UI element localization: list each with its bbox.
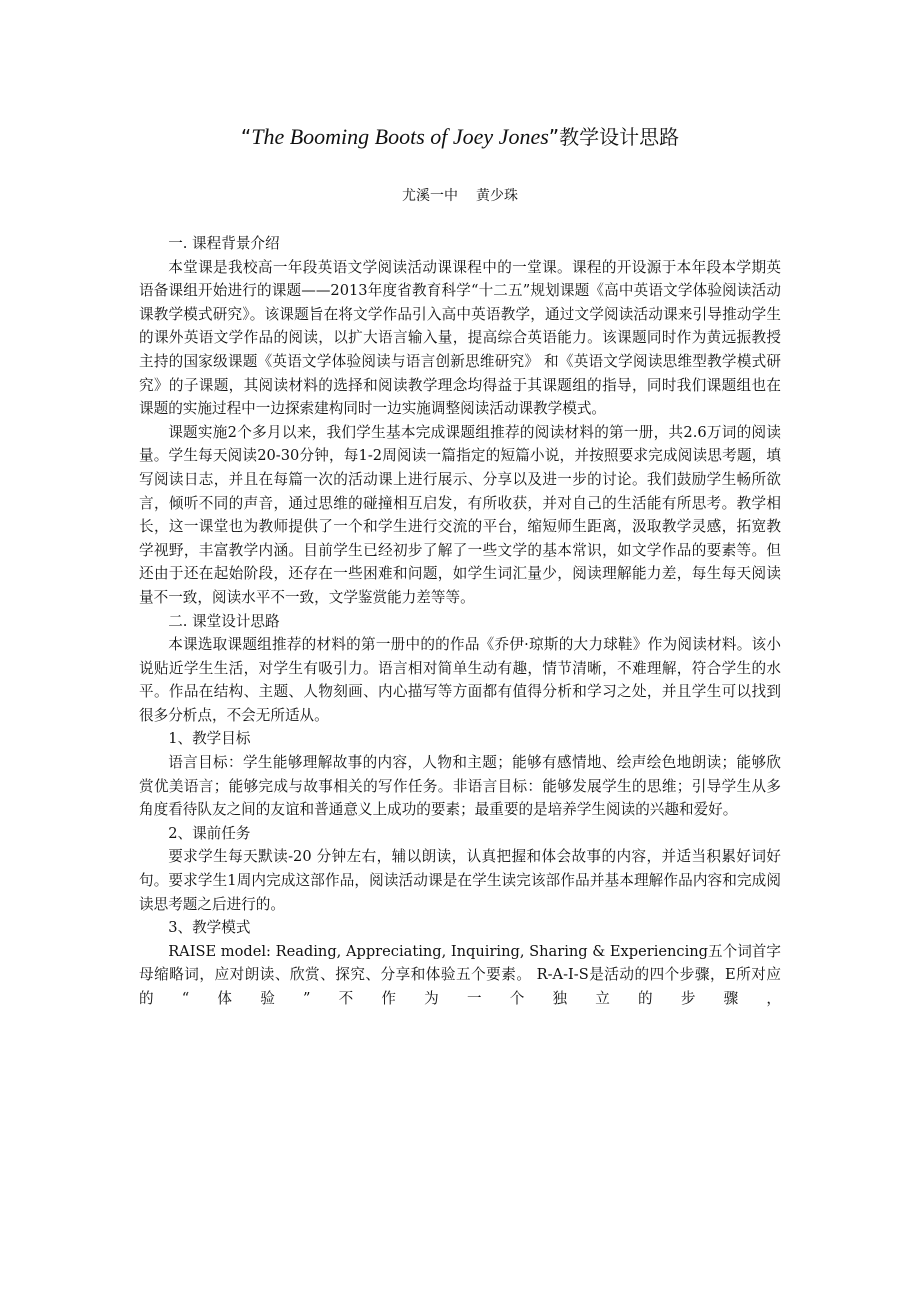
paragraph-goals: 语言目标：学生能够理解故事的内容，人物和主题；能够有感情地、绘声绘色地朗读；能够欣赏优美语言；能够完成与故事相关的写作任务。非语言目标：能够发展学生的思维；引导学生从多角度看待队友之间的友谊和普通意义上成功的要素；最重要的是培养学生阅读的兴趣和爱好。 <box>139 754 781 819</box>
subheading-pre-class-tasks: 2、课前任务 <box>168 824 251 842</box>
paragraph-pre-class-tasks: 要求学生每天默读-20 分钟左右，辅以朗读，认真把握和体会故事的内容，并适当积累好词好句。要求学生1周内完成这部作品，阅读活动课是在学生读完该部作品并基本理解作品内容和完成阅读思考题之后进行的。 <box>139 848 781 913</box>
title-english: The Booming Boots of Joey Jones <box>251 124 549 149</box>
paragraph-background-1: 本堂课是我校高一年段英语文学阅读活动课课程中的一堂课。课程的开设源于本年段本学期英语备课组开始进行的课题——2013年度省教育科学“十二五”规划课题《高中英语文学体验阅读活动课教学模式研究》。该课题旨在将文学作品引入高中英语教学，通过文学阅读活动课来引导推动学生的课外英语文学作品的阅读，以扩大语言输入量，提高综合英语能力。该课题同时作为黄远振教授主持的国家级课题《英语文学体验阅读与语言创新思维研究》 和《英语文学阅读思维型教学模式研究》的子课题，其阅读材料的选择和阅读教学理念均得益于其课题组的指导，同时我们课题组也在课题的实施过程中一边探索建构同时一边实施调整阅读活动课教学模式。 <box>139 258 781 418</box>
section-heading-design: 二. 课堂设计思路 <box>168 612 280 630</box>
document-body <box>139 232 781 1011</box>
author-name: 黄少珠 <box>476 188 518 204</box>
title-quote-open: “ <box>240 125 252 149</box>
paragraph-teaching-model: RAISE model: Reading, Appreciating, Inquiring, Sharing & Experiencing五个词首字母缩略词，应对朗读、欣赏、探究、分享和体验五个要素。 R-A-I-S是活动的四个步骤，E所对应的“体验”不作为一个独立的步骤， <box>139 942 781 1007</box>
author-line <box>0 186 920 206</box>
paragraph-design-1: 本课选取课题组推荐的材料的第一册中的的作品《乔伊·琼斯的大力球鞋》作为阅读材料。该小说贴近学生生活，对学生有吸引力。语言相对简单生动有趣，情节清晰，不难理解，符合学生的水平。作品在结构、主题、人物刻画、内心描写等方面都有值得分析和学习之处，并且学生可以找到很多分析点，不会无所适从。 <box>139 636 781 724</box>
title-chinese: 教学设计思路 <box>559 125 680 149</box>
section-heading-background: 一. 课程背景介绍 <box>168 235 280 252</box>
author-school: 尤溪一中 <box>402 188 458 204</box>
subheading-teaching-model: 3、教学模式 <box>168 919 251 937</box>
subheading-goals: 1、教学目标 <box>168 730 251 748</box>
paragraph-background-2: 课题实施2个多月以来，我们学生基本完成课题组推荐的阅读材料的第一册，共2.6万词的阅读量。学生每天阅读20-30分钟，每1-2周阅读一篇指定的短篇小说，并按照要求完成阅读思考题，填写阅读日志，并且在每篇一次的活动课上进行展示、分享以及进一步的讨论。我们鼓励学生畅所欲言，倾听不同的声音，通过思维的碰撞相互启发，有所收获，并对自己的生活能有所思考。教学相长，这一课堂也为教师提供了一个和学生进行交流的平台，缩短师生距离，汲取教学灵感，拓宽教学视野，丰富教学内涵。目前学生已经初步了解了一些文学的基本常识，如文学作品的要素等。但还由于还在起始阶段，还存在一些困难和问题，如学生词汇量少，阅读理解能力差，每生每天阅读量不一致，阅读水平不一致，文学鉴赏能力差等等。 <box>139 423 781 606</box>
document-title <box>0 122 920 152</box>
title-quote-close: ” <box>548 125 560 149</box>
